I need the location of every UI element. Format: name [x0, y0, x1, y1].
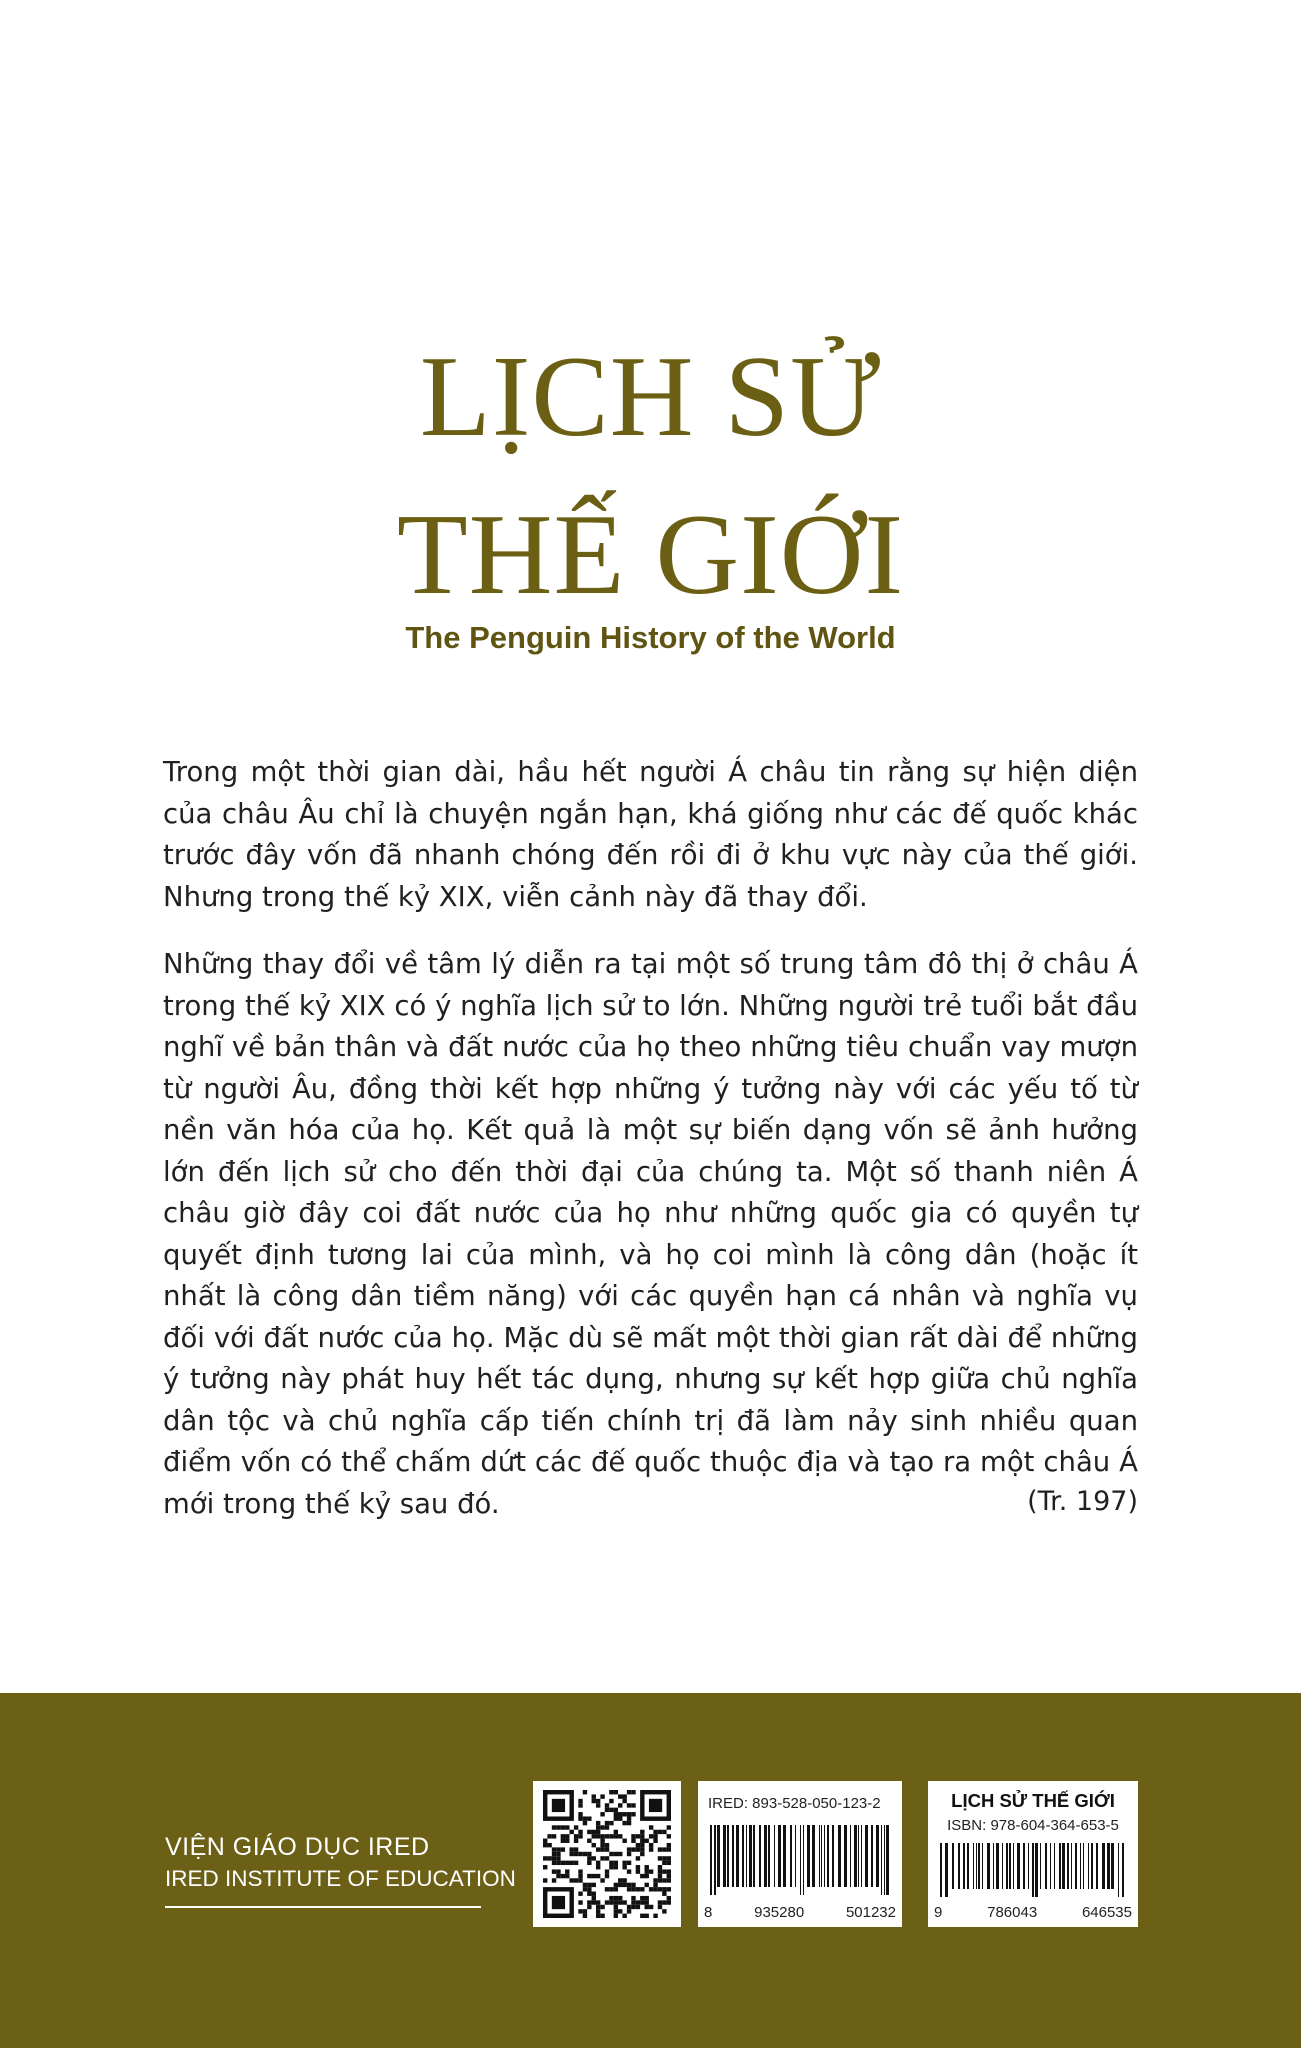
footer-band [0, 1693, 1301, 2048]
barcode-icon [938, 1843, 1128, 1897]
barcode-digit-group: 935280 [754, 1904, 805, 1921]
barcode-digit-group: 8 [704, 1904, 713, 1921]
publisher-name-en: IRED INSTITUTE OF EDUCATION [165, 1866, 516, 1891]
qr-code-label [533, 1781, 681, 1927]
publisher-block [165, 1833, 516, 1908]
barcode-digit-group: 9 [934, 1904, 943, 1921]
book-subtitle: The Penguin History of the World [405, 620, 896, 655]
isbn-barcode-label [928, 1781, 1138, 1927]
isbn-book-title: LỊCH SỬ THẾ GIỚI [951, 1790, 1115, 1811]
publisher-name-vi: VIỆN GIÁO DỤC IRED [165, 1833, 430, 1861]
blurb-paragraph-1: Trong một thời gian dài, hầu hết người Á châu tin rằng sự hiện diện của châu Âu chỉ là chuyện ngắn hạn, khá giống như các đế quốc khác trước đây vốn đã nhanh chóng đến rồi đi ở khu vực này của thế giới. Nhưng trong thế kỷ XIX, viễn cảnh này đã thay đổi. [163, 756, 1138, 913]
book-title-line-1: LỊCH SỬ [419, 333, 882, 461]
book-title [0, 318, 1301, 634]
isbn-barcode-digits [934, 1904, 1132, 1921]
ired-barcode-digits [704, 1904, 896, 1921]
publisher-divider [165, 1906, 481, 1908]
book-title-line-2: THẾ GIỚI [396, 491, 905, 619]
barcode-digit-group: 646535 [1081, 1904, 1132, 1921]
qr-code-icon [543, 1790, 671, 1918]
isbn-number: ISBN: 978-604-364-653-5 [947, 1817, 1119, 1834]
page-reference: (Tr. 197) [1027, 1486, 1138, 1517]
ired-barcode-label [698, 1781, 902, 1927]
blurb [163, 752, 1138, 1551]
barcode-digit-group: 786043 [987, 1904, 1038, 1921]
ired-code-text: IRED: 893-528-050-123-2 [708, 1795, 881, 1812]
barcode-icon [708, 1825, 892, 1895]
blurb-paragraph-2: Những thay đổi về tâm lý diễn ra tại một số trung tâm đô thị ở châu Á trong thế kỷ XIX có ý nghĩa lịch sử to lớn. Những người trẻ tuổi bắt đầu nghĩ về bản thân và đất nước của họ theo những tiêu chuẩn vay mượn từ người Âu, đồng thời kết hợp những ý tưởng này với các yếu tố từ nền văn hóa của họ. Kết quả là một sự biến dạng vốn sẽ ảnh hưởng lớn đến lịch sử cho đến thời đại của chúng ta. Một số thanh niên Á châu giờ đây coi đất nước của họ như những quốc gia có quyền tự quyết định tương lai của mình, và họ coi mình là công dân (hoặc ít nhất là công dân tiềm năng) với các quyền hạn cá nhân và nghĩa vụ đối với đất nước của họ. Mặc dù sẽ mất một thời gian rất dài để những ý tưởng này phát huy hết tác dụng, nhưng sự kết hợp giữa chủ nghĩa dân tộc và chủ nghĩa cấp tiến chính trị đã làm nảy sinh nhiều quan điểm vốn có thể chấm dứt các đế quốc thuộc địa và tạo ra một châu Á mới trong thế kỷ sau đó. [163, 948, 1138, 1520]
barcode-digit-group: 501232 [845, 1904, 896, 1921]
